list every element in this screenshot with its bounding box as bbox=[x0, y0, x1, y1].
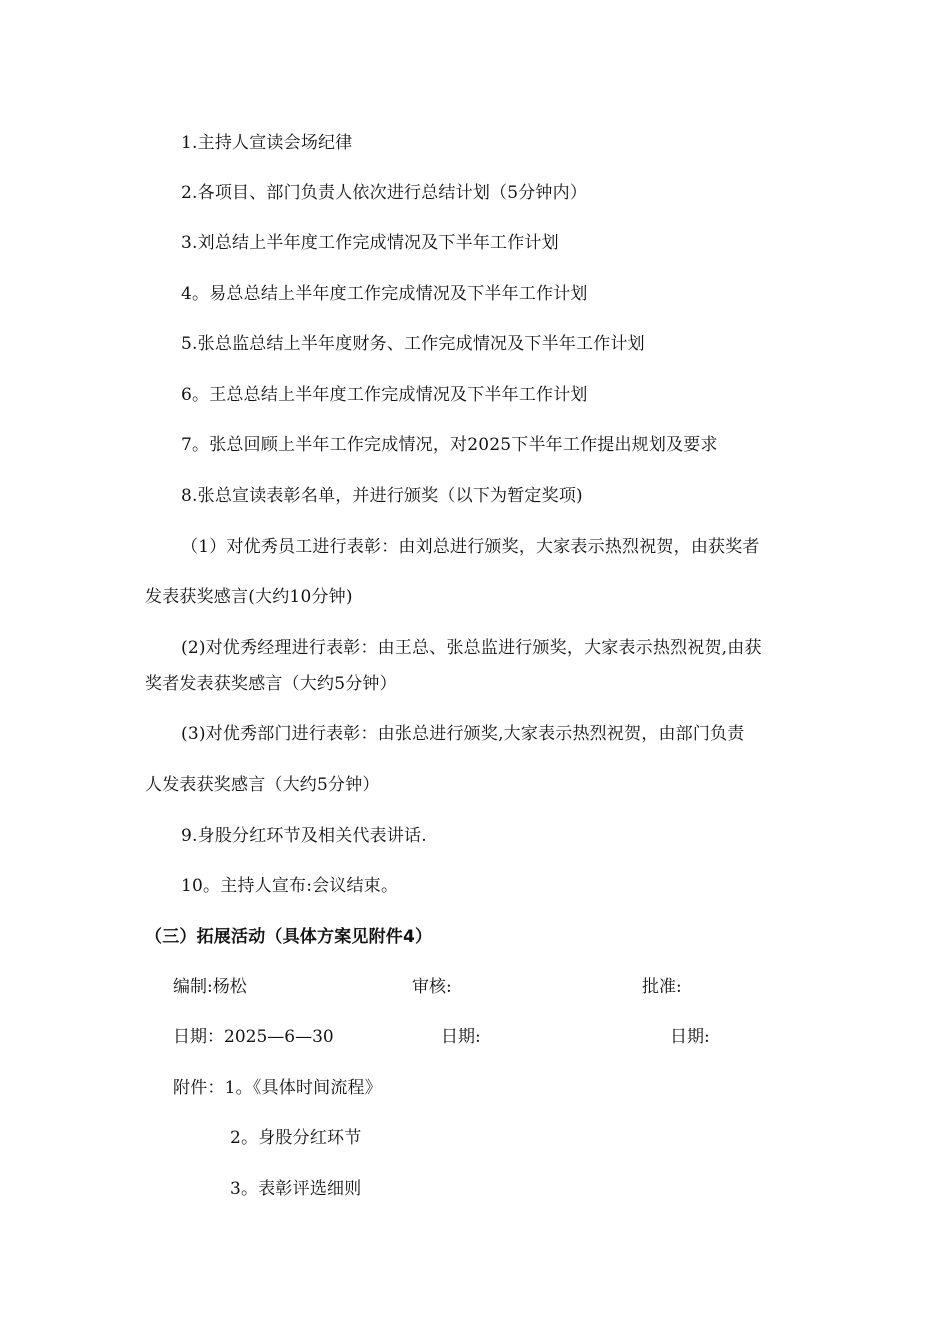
award-1-line-1: （1）对优秀员工进行表彰：由刘总进行颁奖，大家表示热烈祝贺，由获奖者 bbox=[181, 537, 760, 557]
section-3-heading: （三）拓展活动（具体方案见附件4） bbox=[145, 927, 433, 947]
attachment-line-3: 3。表彰评选细则 bbox=[230, 1179, 362, 1199]
award-3-line-2: 人发表获奖感言（大约5分钟） bbox=[145, 775, 380, 795]
reviewed-by: 审核: bbox=[412, 977, 452, 997]
attachment-line-1: 附件：1。《具体时间流程》 bbox=[173, 1078, 382, 1098]
agenda-item-9: 9.身股分红环节及相关代表讲话. bbox=[181, 826, 427, 846]
approved-by: 批准: bbox=[642, 977, 682, 997]
agenda-item-1: 1.主持人宣读会场纪律 bbox=[181, 133, 353, 153]
agenda-item-6: 6。王总总结上半年度工作完成情况及下半年工作计划 bbox=[181, 385, 588, 405]
agenda-item-4: 4。易总总结上半年度工作完成情况及下半年工作计划 bbox=[181, 284, 588, 304]
approved-date: 日期: bbox=[670, 1027, 710, 1047]
award-2-line-1: (2)对优秀经理进行表彰：由王总、张总监进行颁奖，大家表示热烈祝贺,由获 bbox=[181, 638, 762, 658]
prepared-by: 编制:杨松 bbox=[173, 977, 247, 997]
award-1-line-2: 发表获奖感言(大约10分钟) bbox=[145, 587, 353, 607]
agenda-item-7: 7。张总回顾上半年工作完成情况，对2025下半年工作提出规划及要求 bbox=[181, 435, 718, 455]
reviewed-date: 日期: bbox=[441, 1027, 481, 1047]
agenda-item-3: 3.刘总结上半年度工作完成情况及下半年工作计划 bbox=[181, 233, 559, 253]
prepared-date: 日期：2025—6—30 bbox=[173, 1027, 334, 1047]
agenda-item-5: 5.张总监总结上半年度财务、工作完成情况及下半年工作计划 bbox=[181, 334, 645, 354]
award-2-line-2: 奖者发表获奖感言（大约5分钟） bbox=[145, 674, 397, 694]
award-3-line-1: (3)对优秀部门进行表彰：由张总进行颁奖,大家表示热烈祝贺，由部门负责 bbox=[181, 724, 745, 744]
agenda-item-8: 8.张总宣读表彰名单，并进行颁奖（以下为暂定奖项) bbox=[181, 486, 583, 506]
agenda-item-10: 10。主持人宣布:会议结束。 bbox=[181, 876, 399, 896]
attachment-line-2: 2。身股分红环节 bbox=[230, 1128, 362, 1148]
agenda-item-2: 2.各项目、部门负责人依次进行总结计划（5分钟内） bbox=[181, 183, 588, 203]
